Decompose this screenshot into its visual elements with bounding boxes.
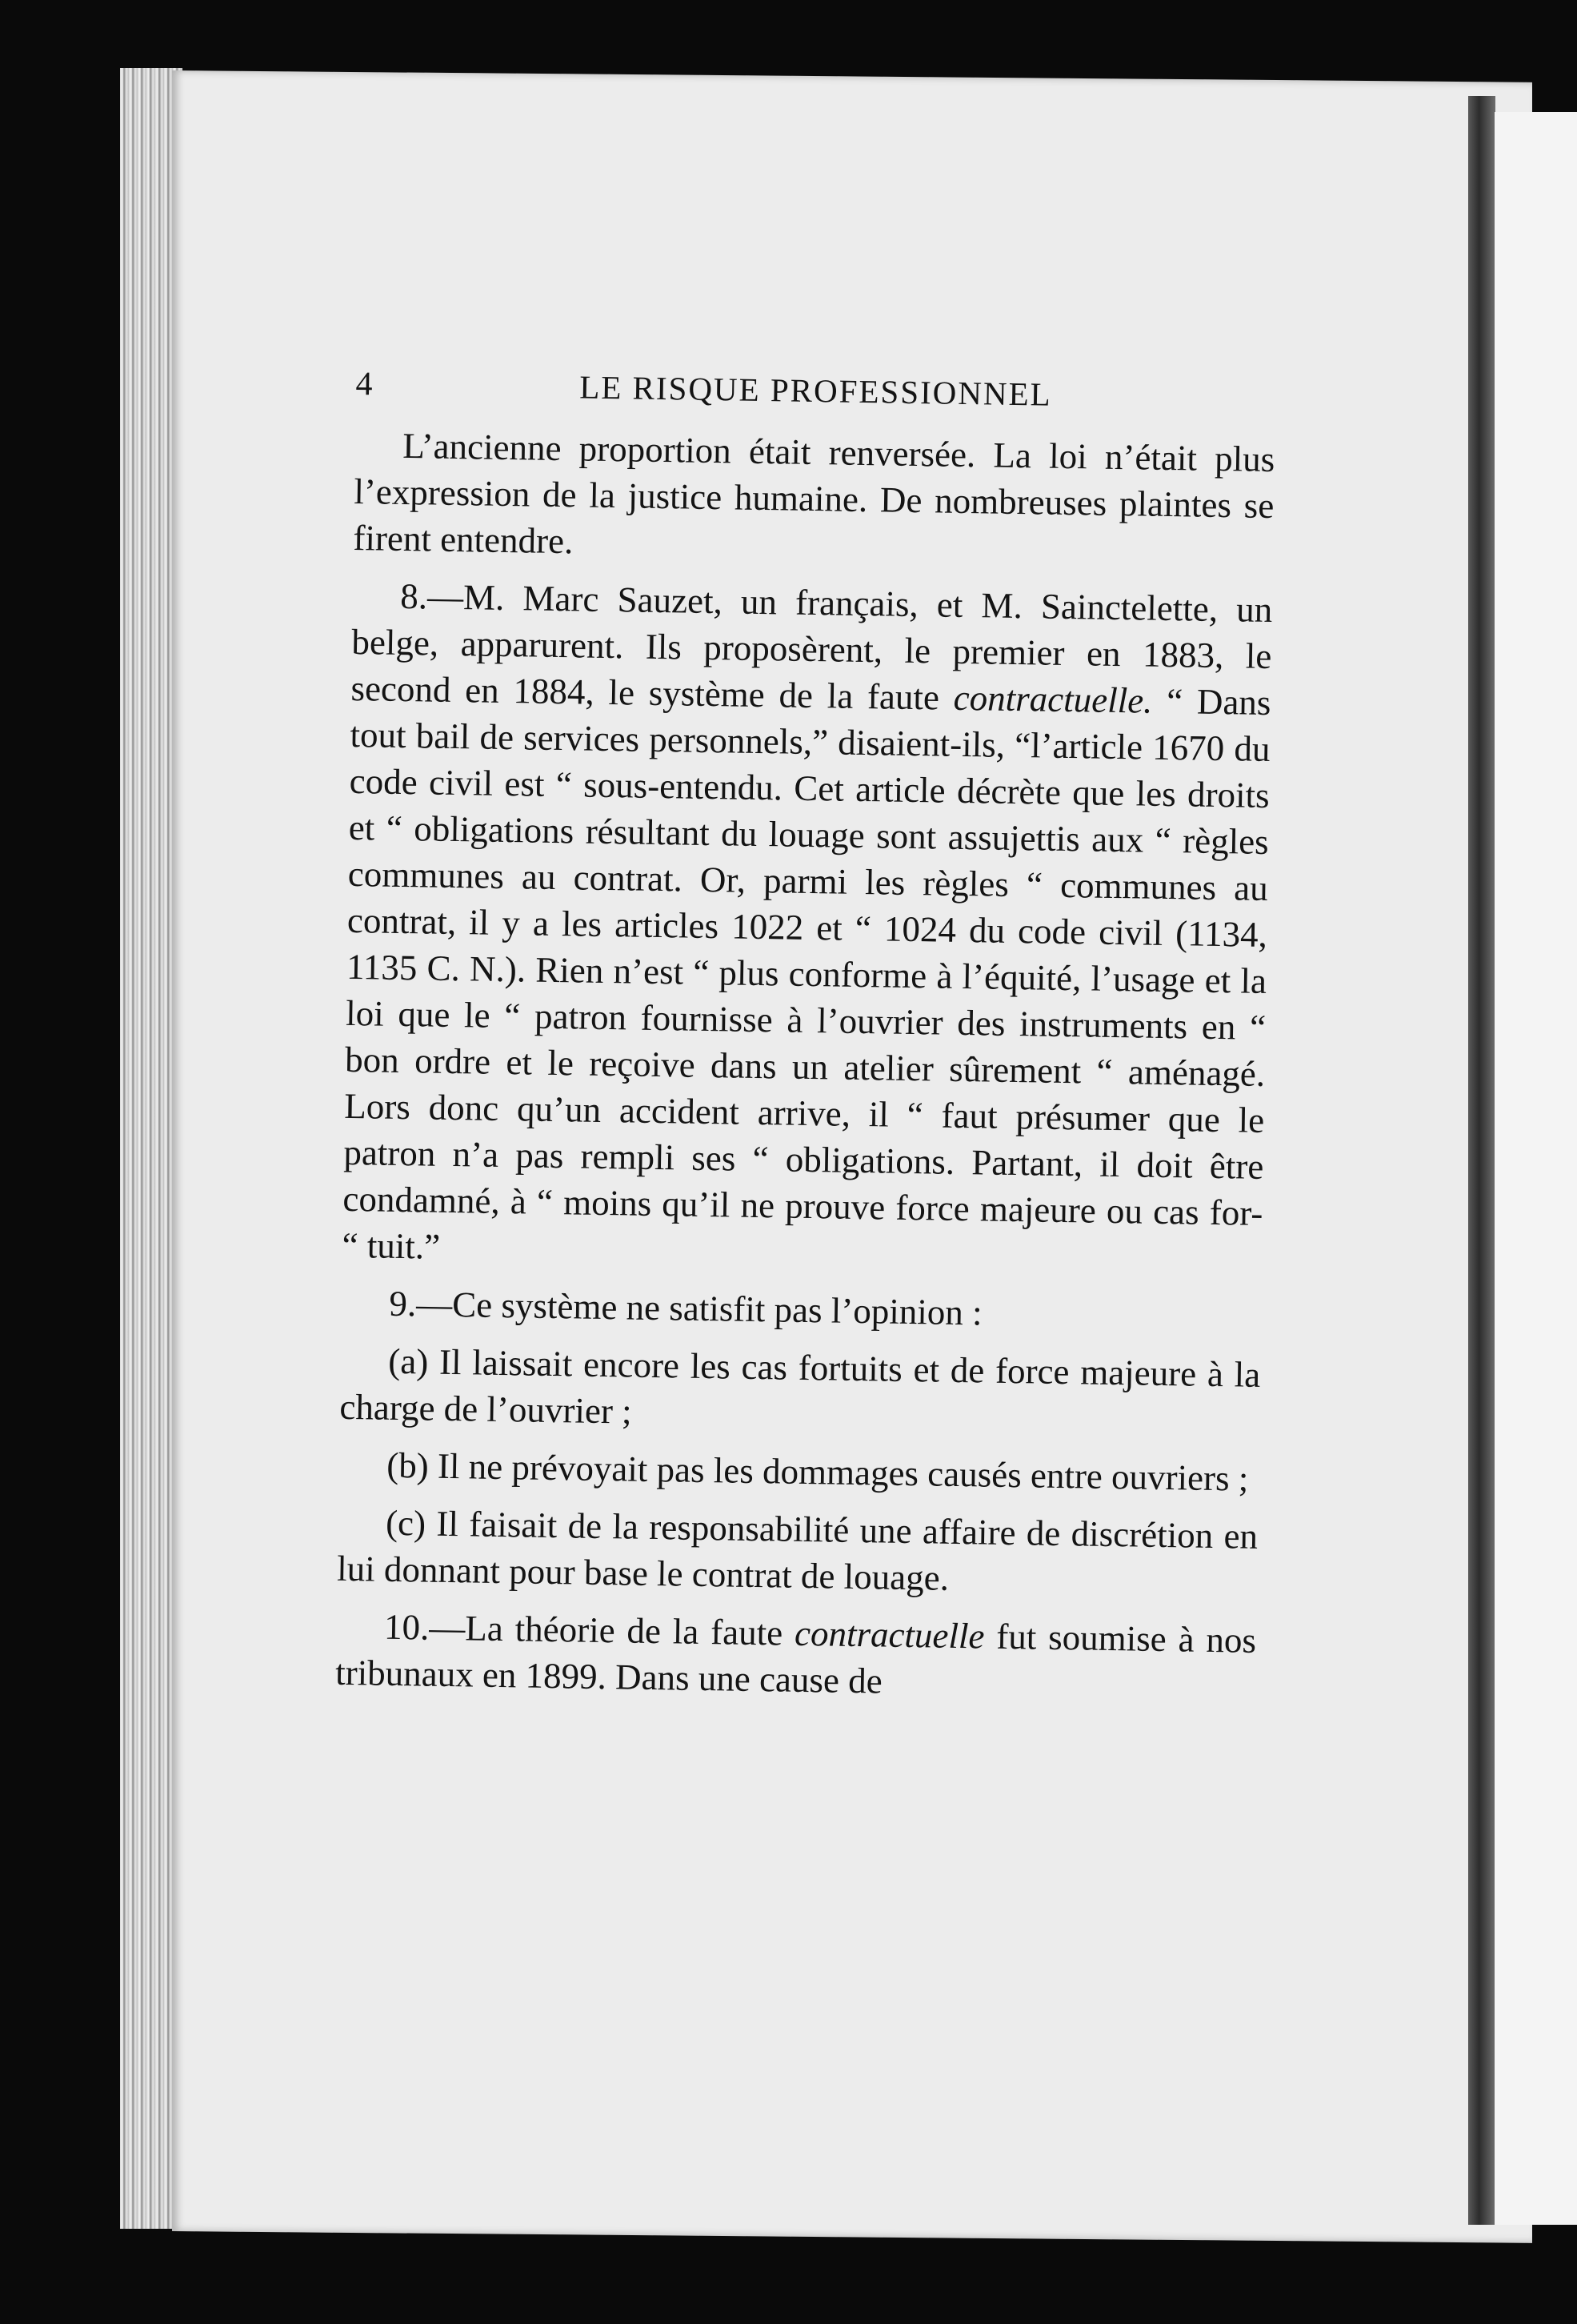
- term-contractuelle-2: contractuelle: [794, 1613, 985, 1657]
- paragraph-10-intro: 10.—La théorie de la faute: [383, 1606, 795, 1653]
- running-title: LE RISQUE PROFESSIONNEL: [578, 368, 1053, 413]
- paragraph-9c: (c) Il faisait de la responsabilité une affaire de discrétion en lui donnant pour base le contrat de louage.: [336, 1502, 1259, 1598]
- page-gutter-shadow: [1468, 96, 1495, 2225]
- paragraph-10-theorie: [335, 1603, 1257, 1710]
- facing-page-edge: [1495, 112, 1577, 2225]
- paragraph-9b: (b) Il ne prévoyait pas les dommages causés entre ouvriers ;: [386, 1444, 1249, 1499]
- page-text: [335, 360, 1276, 1721]
- paragraph-8-intro: 8.—M. Marc Sauzet, un français, et M. Sainctelette, un belge, apparurent. Ils proposèrent, le premier en 1883, le second en 1884, le système de la faute: [350, 575, 1273, 718]
- paragraph-9-opinion: 9.—Ce système ne satisfit pas l’opinion :: [389, 1283, 983, 1333]
- paragraph-10-rest: fut soumise à nos tribunaux en 1899. Dans une cause de: [334, 1616, 1257, 1701]
- page-number: 4: [355, 365, 373, 403]
- paragraph-ancienne-proportion: L’ancienne proportion était renversée. La loi n’était plus l’expression de la justice humaine. De nombreuses plaintes se firent entendre.: [353, 425, 1275, 562]
- paragraph-8-sauzet-sainctelette: [342, 572, 1273, 1283]
- paragraph-8-quotation: “ Dans tout bail de services personnels,” disaient-ils, “l’article 1670 du code civil est “ sous-entendu. Cet article décrète que les droits et “ obligations résultant du louage sont assujettis aux “ règles communes au contrat. Or, parmi les règles “ communes au contrat, il y a les articles 1022 et “ 1024 du code civil (1134, 1135 C. N.). Rien n’est “ plus conforme à l’équité, l’usage et la loi que le “ patron fournisse à l’ouvrier des instruments en “ bon ordre et le reçoive dans un atelier sûrement “ aménagé. Lors donc qu’un accident arrive, il “ faut présumer que le patron n’a pas rempli ses “ obligations. Partant, il doit être condamné, à “ moins qu’il ne prouve force majeure ou cas for- “ tuit.”: [342, 680, 1271, 1267]
- paragraph-9a: (a) Il laissait encore les cas fortuits et de force majeure à la charge de l’ouvrier ;: [339, 1340, 1261, 1432]
- term-contractuelle: contractuelle.: [953, 677, 1153, 721]
